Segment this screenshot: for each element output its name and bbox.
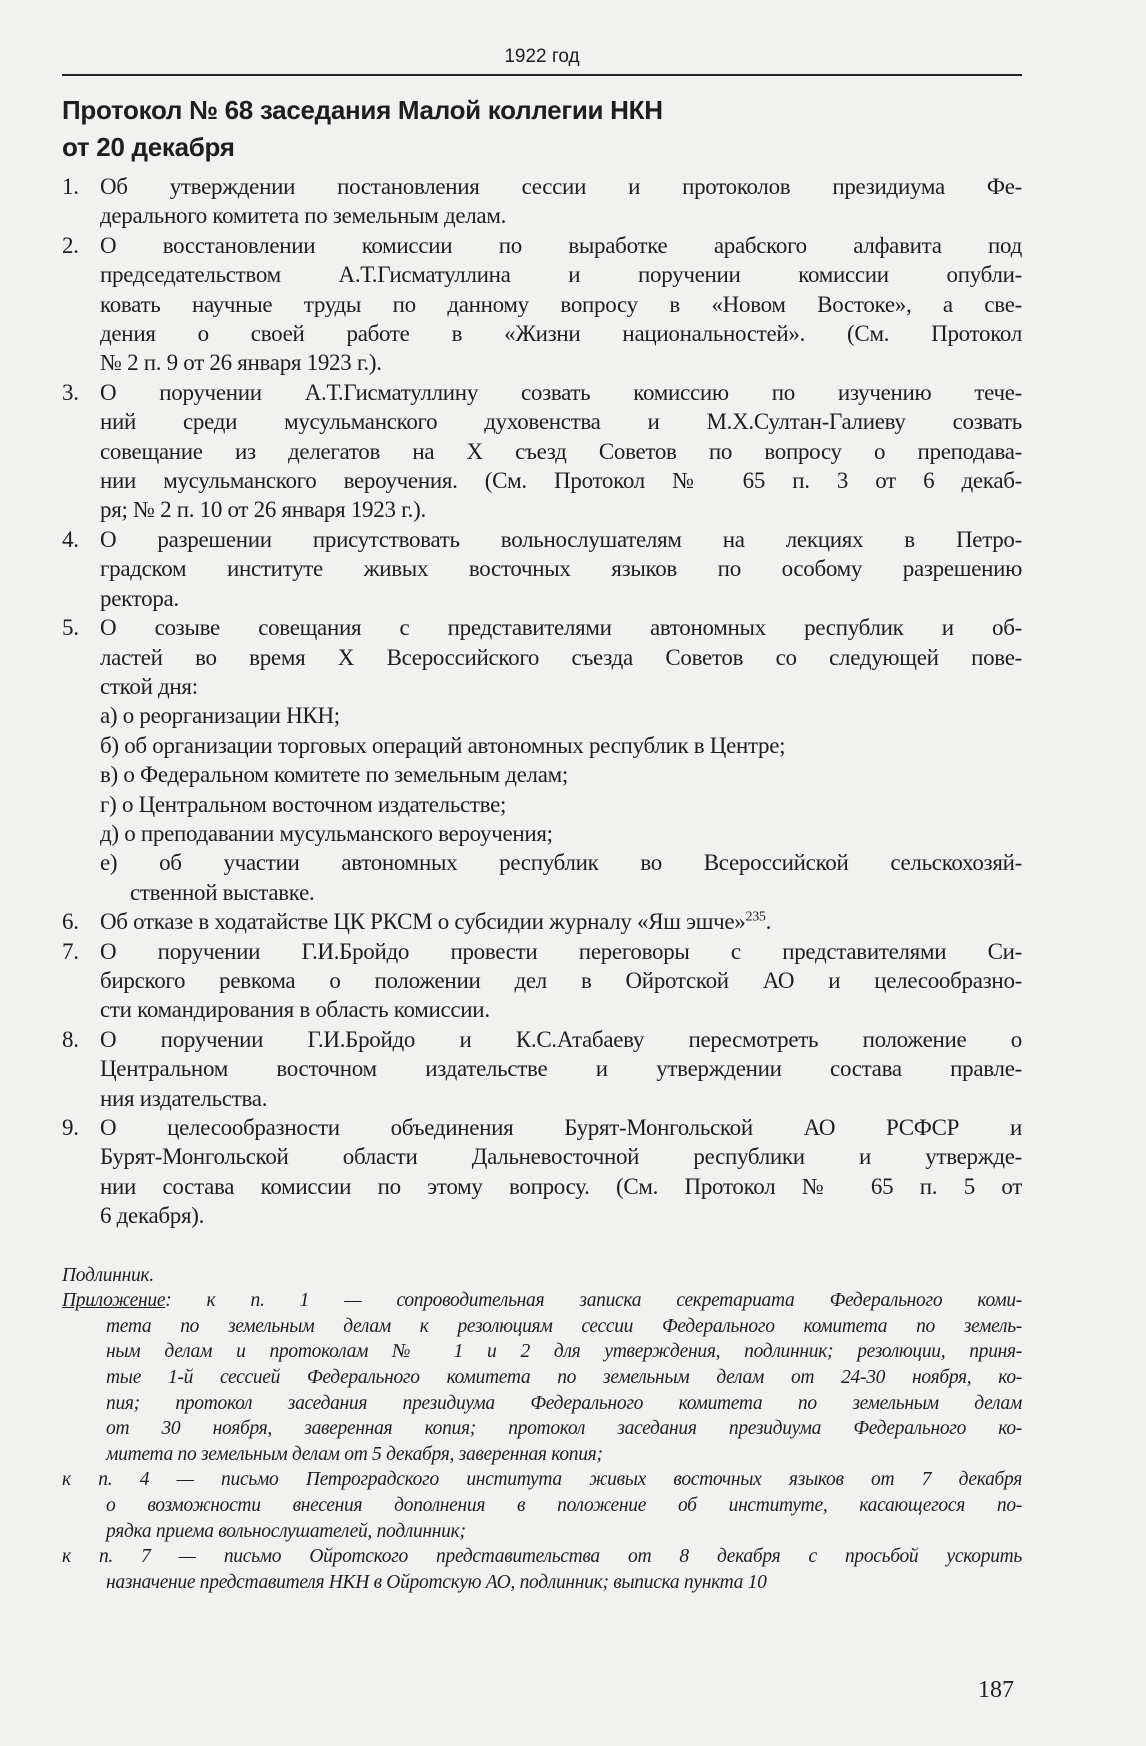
appendix-line [62, 1288, 1022, 1314]
item-number: 7. [62, 938, 79, 964]
sub-item-line: а) о реорганизации НКН; [100, 703, 340, 729]
item-number: 3. [62, 379, 79, 405]
item-line: О поручении Г.И.Бройдо провести переговоры с представителями Си- [100, 938, 1022, 964]
list-item [62, 1025, 1022, 1113]
item-line: Об утверждении постановления сессии и протоколов президиума Фе- [100, 174, 1022, 199]
list-item [62, 172, 1022, 231]
item-line: сткой дня: [100, 673, 198, 699]
sub-item-line: г) о Центральном восточном издательстве; [100, 791, 507, 817]
item-line: О восстановлении комиссии по выработке арабского алфавита под [100, 232, 1022, 258]
item-line: ректора. [100, 585, 179, 611]
sub-item [100, 731, 1022, 760]
appendix-label: Приложение [62, 1290, 166, 1312]
archival-notes [62, 1263, 1022, 1596]
item-line: 6 декабря). [100, 1203, 205, 1229]
sub-item [100, 760, 1022, 789]
appendix-line: рядка приема вольнослушателей, подлинник; [106, 1520, 466, 1542]
list-item [62, 613, 1022, 907]
running-head: 1922 год [504, 46, 580, 67]
title-line: Протокол № 68 заседания Малой коллегии НКН [62, 95, 663, 125]
list-item [62, 937, 1022, 1025]
appendix-line: тые 1-й сессией Федерального комитета по земельным делам от 24-30 ноября, ко- [106, 1367, 1022, 1388]
item-line: бирского ревкома о положении дел в Ойротской АО и целесообразно- [100, 967, 1022, 993]
appendix-entry [62, 1288, 1022, 1467]
item-line: сти командирования в область комиссии. [100, 997, 490, 1023]
sub-item [100, 819, 1022, 848]
sub-item-line: б) об организации торговых операций автономных республик в Центре; [100, 732, 786, 758]
page-content [62, 44, 1022, 1595]
appendix-line: ным делам и протоколам № 1 и 2 для утверждения, подлинник; резолюции, приня- [106, 1341, 1022, 1363]
appendix-line: тета по земельным делам к резолюциям сессии Федерального комитета по земель- [106, 1315, 1022, 1337]
appendix-entry [62, 1544, 1022, 1595]
item-line: нии состава комиссии по этому вопросу. (См. Протокол № 65 п. 5 от [100, 1173, 1022, 1199]
item-number: 1. [62, 174, 79, 199]
item-line: Центральном восточном издательстве и утверждении состава правле- [100, 1056, 1022, 1082]
agenda-list [62, 172, 1022, 1231]
item-line-text: Об отказе в ходатайстве ЦК РКСМ о субсидии журналу «Яш эшче» [100, 909, 746, 935]
sub-item-line: в) о Федеральном комитете по земельным делам; [100, 762, 568, 788]
item-line: дерального комитета по земельным делам. [100, 203, 507, 229]
item-line: О поручении Г.И.Бройдо и К.С.Атабаеву пересмотреть положение о [100, 1026, 1022, 1052]
original-note: Подлинник. [62, 1264, 154, 1286]
page-title [62, 92, 1022, 166]
list-item [62, 907, 1022, 936]
item-number: 4. [62, 526, 79, 552]
item-line: О целесообразности объединения Бурят-Монгольской АО РСФСР и [100, 1115, 1022, 1140]
sub-item-line: д) о преподавании мусульманского вероучения; [100, 820, 553, 846]
item-number: 2. [62, 232, 79, 258]
list-item [62, 525, 1022, 613]
appendix-line: назначение представителя НКН в Ойротскую АО, подлинник; выписка пункта 10 [106, 1571, 767, 1593]
sub-item-line: ственной выставке. [130, 879, 315, 905]
list-item [62, 1113, 1022, 1231]
appendix-line: о возможности внесения дополнения в положение об институте, касающегося по- [106, 1494, 1022, 1516]
item-line: дения о своей работе в «Жизни национальностей». (См. Протокол [100, 321, 1022, 347]
list-item [62, 378, 1022, 525]
item-line: ря; № 2 п. 10 от 26 января 1923 г.). [100, 497, 426, 523]
item-line: председательством А.Т.Гисматуллина и поручении комиссии опубли- [100, 262, 1022, 288]
item-line: О поручении А.Т.Гисматуллину созвать комиссию по изучению тече- [100, 379, 1022, 405]
item-line: ластей во время X Всероссийского съезда Советов со следующей пове- [100, 644, 1022, 670]
sub-item [100, 701, 1022, 730]
sub-item [100, 790, 1022, 819]
item-tail: . [765, 909, 772, 935]
list-item [62, 231, 1022, 378]
appendix-line: митета по земельным делам от 5 декабря, заверенная копия; [106, 1443, 603, 1465]
title-line: от 20 декабря [62, 132, 235, 162]
item-line: ний среди мусульманского духовенства и М.Х.Султан-Галиеву созвать [100, 409, 1022, 435]
appendix-entry [62, 1467, 1022, 1544]
item-line: Бурят-Монгольской области Дальневосточной республики и утвержде- [100, 1144, 1022, 1170]
appendix-line: к п. 4 — письмо Петроградского института живых восточных языков от 7 декабря [62, 1469, 1022, 1491]
item-line: ния издательства. [100, 1085, 268, 1111]
sub-item-line: е) об участии автономных республик во Всероссийской сельскохозяй- [100, 850, 1022, 876]
item-line: нии мусульманского вероучения. (См. Протокол № 65 п. 3 от 6 декаб- [100, 468, 1022, 494]
item-number: 6. [62, 909, 79, 935]
item-line [100, 907, 1022, 936]
header-rule [62, 74, 1022, 76]
appendix-text: : к п. 1 — сопроводительная записка секретариата Федерального коми- [165, 1290, 1022, 1312]
item-line: ковать научные труды по данному вопросу в «Новом Востоке», а све- [100, 291, 1022, 317]
item-line: О созыве совещания с представителями автономных республик и об- [100, 615, 1022, 641]
item-number: 9. [62, 1115, 79, 1140]
appendix-line: пия; протокол заседания президиума Федерального комитета по земельным делам [106, 1392, 1022, 1414]
item-line: совещание из делегатов на X съезд Советов по вопросу о преподава- [100, 438, 1022, 464]
item-line: О разрешении присутствовать вольнослушателям на лекциях в Петро- [100, 526, 1022, 552]
appendix-line: к п. 7 — письмо Ойротского представительства от 8 декабря с просьбой ускорить [62, 1546, 1022, 1568]
appendix-line: от 30 ноября, заверенная копия; протокол заседания президиума Федерального ко- [106, 1418, 1022, 1440]
sub-item [100, 848, 1022, 907]
item-line: № 2 п. 9 от 26 января 1923 г.). [100, 350, 382, 376]
item-number: 8. [62, 1026, 79, 1052]
page-number: 187 [978, 1677, 1014, 1703]
item-line: градском институте живых восточных языков по особому разрешению [100, 556, 1022, 582]
item-number: 5. [62, 615, 79, 641]
footnote-ref: 235 [745, 909, 766, 925]
